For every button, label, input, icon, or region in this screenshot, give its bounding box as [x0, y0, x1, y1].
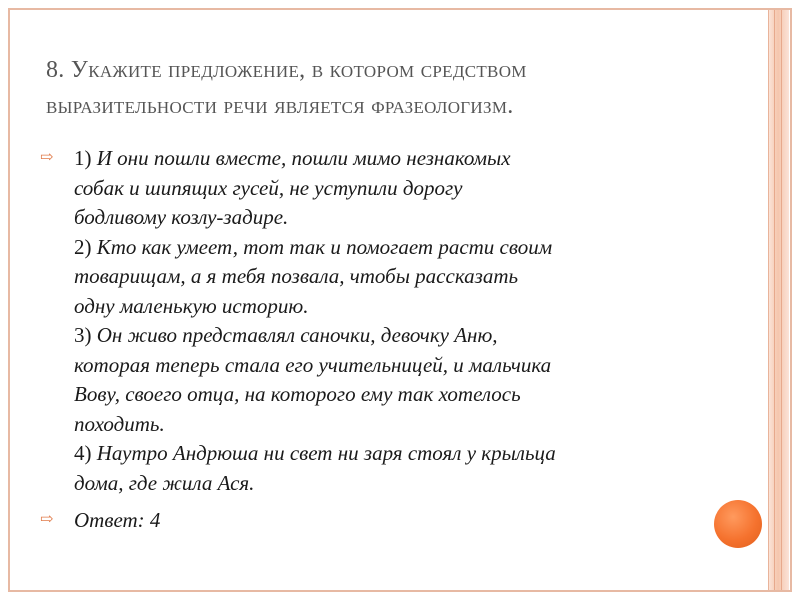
option-text-line: которая теперь стала его учительницей, и мальчика	[74, 352, 552, 377]
option-text-line: товарищам, а я тебя позвала, чтобы рассказать	[74, 264, 519, 288]
option-text-line: Кто как умеет, тот так и помогает расти своим	[96, 234, 553, 259]
option-text-line: собак и шипящих гусей, не уступили дорогу	[74, 175, 463, 200]
option-text-line: дома, где жила Ася.	[74, 470, 255, 495]
orange-circle-decoration	[714, 500, 762, 548]
answer-item	[40, 506, 720, 536]
answer-text: Ответ: 4	[74, 508, 161, 532]
option-text-line: И они пошли вместе, пошли мимо незнакомых	[96, 146, 511, 170]
option-4	[74, 439, 720, 498]
options-list	[40, 144, 720, 498]
title-line-2: выразительности речи является фразеологизм.	[46, 93, 514, 119]
option-number: 3)	[74, 323, 92, 347]
arrow-bullet-icon: ⇨	[40, 511, 54, 528]
option-2	[74, 233, 720, 322]
option-number: 1)	[74, 146, 92, 170]
option-text-line: бодливому козлу-задире.	[74, 205, 289, 229]
option-text-line: Наутро Андрюша ни свет ни заря стоял у крыльца	[96, 441, 556, 465]
slide-frame-right-band	[768, 10, 789, 590]
option-text-line: Вову, своего отца, на которого ему так хотелось	[74, 382, 521, 406]
option-1	[74, 144, 720, 233]
option-number: 2)	[74, 234, 92, 259]
option-number: 4)	[74, 441, 92, 465]
title-line-1: 8. Укажите предложение, в котором средством	[46, 57, 527, 83]
arrow-bullet-icon: ⇨	[40, 149, 54, 166]
slide-title	[46, 52, 746, 124]
option-3	[74, 321, 720, 439]
option-text-line: походить.	[74, 411, 165, 436]
option-text-line: одну маленькую историю.	[74, 293, 309, 318]
slide-content	[40, 144, 720, 536]
option-text-line: Он живо представлял саночки, девочку Аню,	[96, 323, 498, 347]
